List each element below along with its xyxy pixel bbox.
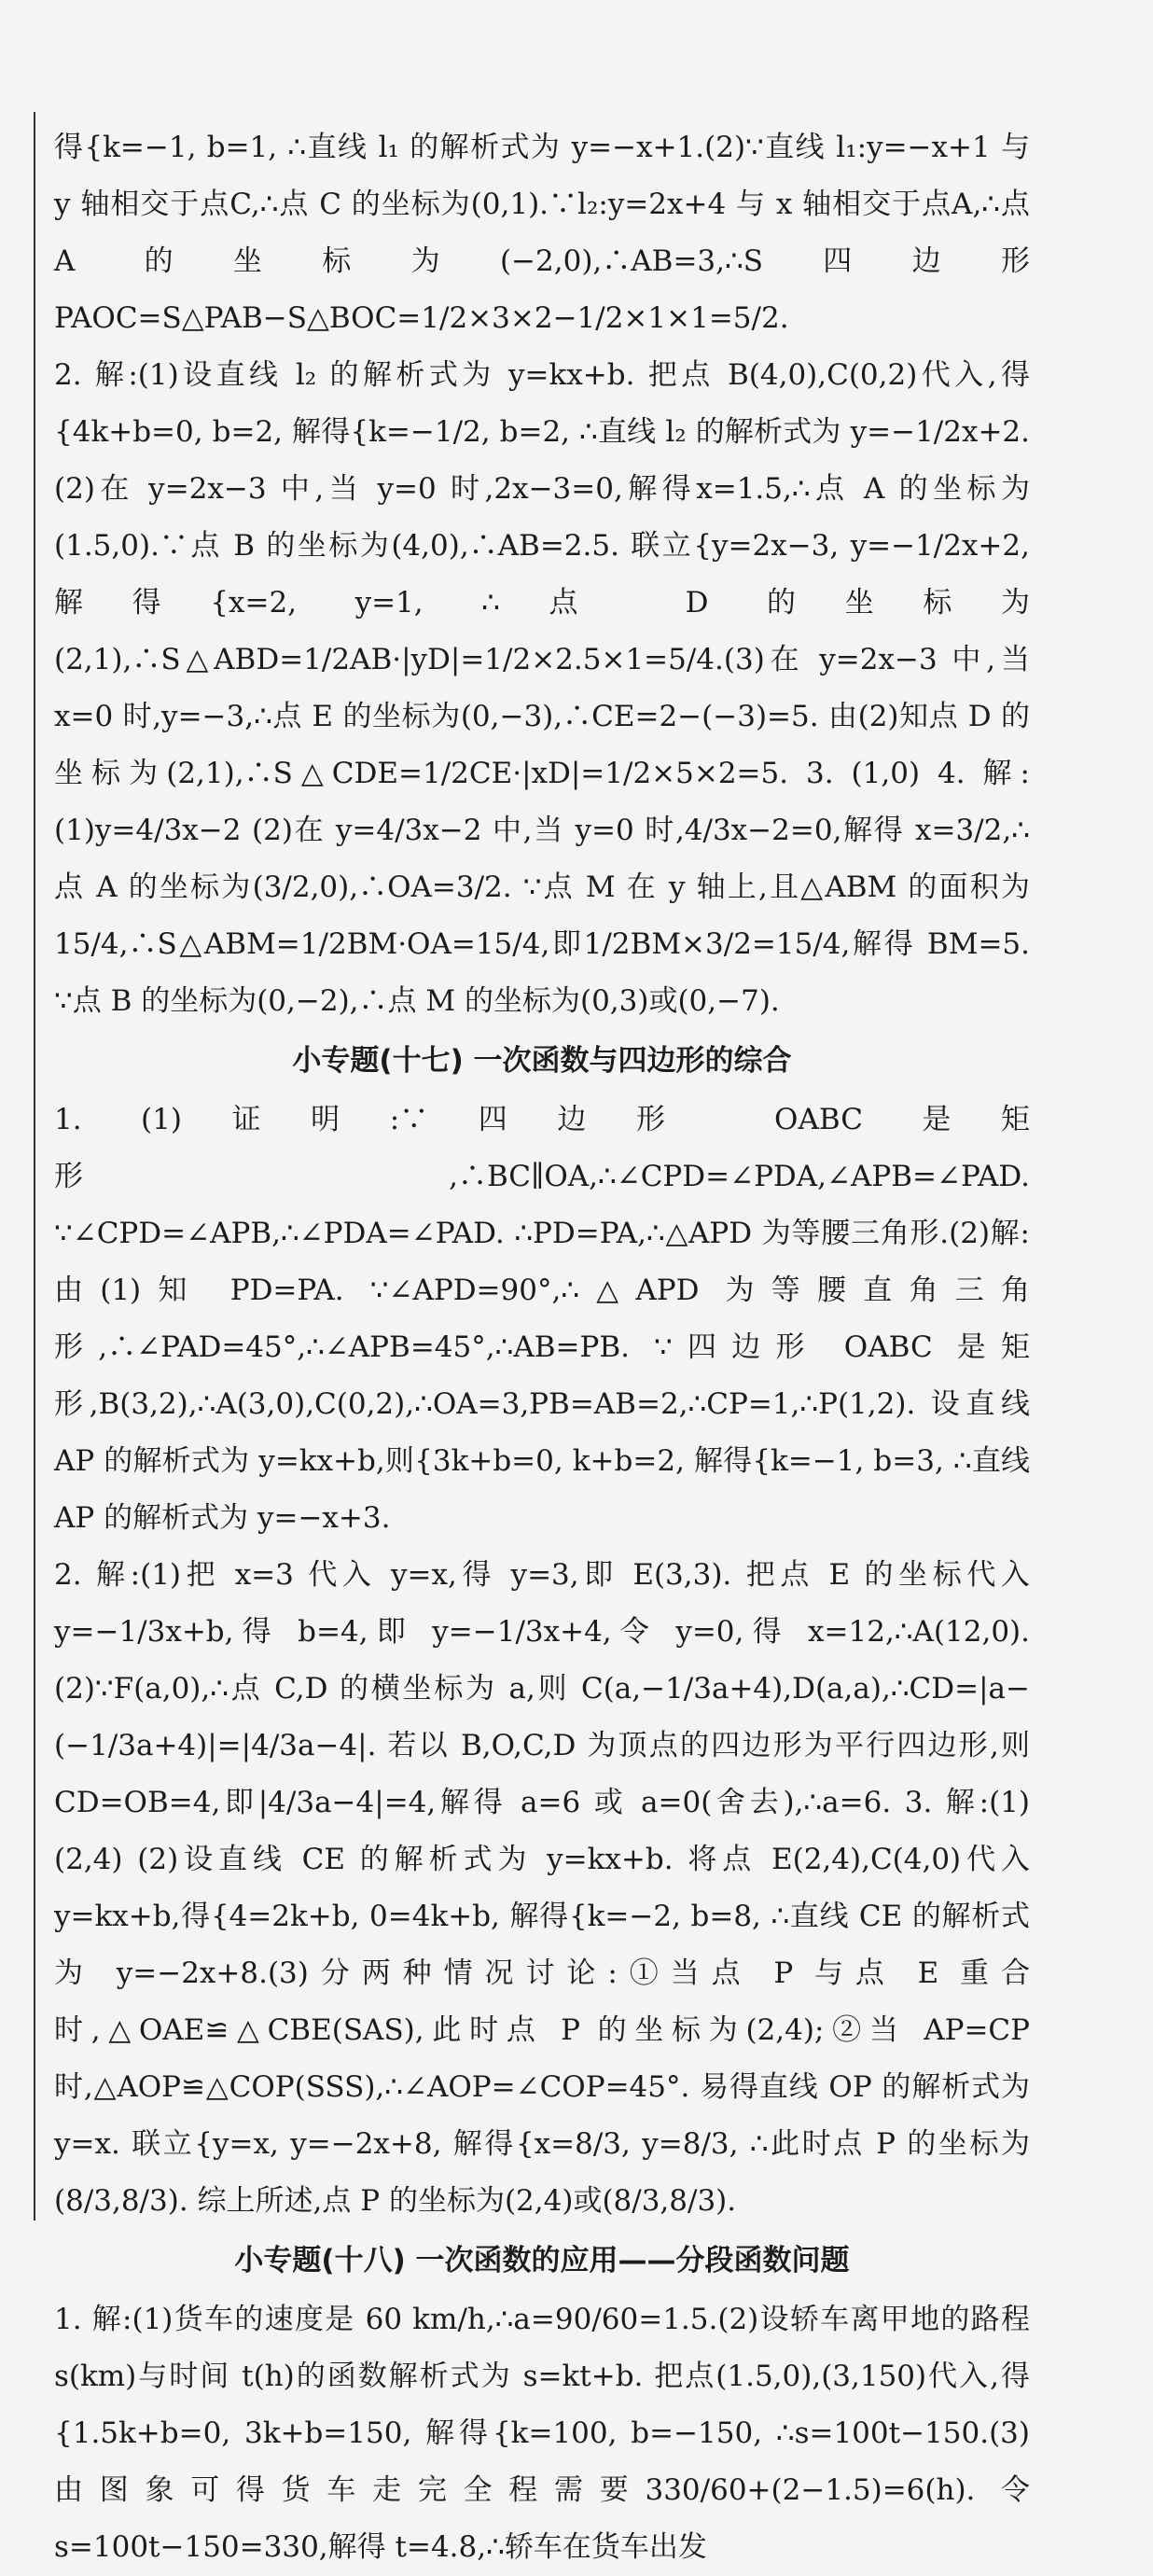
answer-paragraph: 2. 解:(1)把 x=3 代入 y=x,得 y=3,即 E(3,3). 把点 E 的坐标代入 y=−1/3x+b,得 b=4,即 y=−1/3x+4,令 y=0,得 x=12,∴A(12,0).(2)∵F(a,0),∴点 C,D 的横坐标为 a,则 C(a,−1/3a+4),D(a,a),∴CD=|a−(−1/3a+4)|=|4/3a−4|. 若以 B,O,C,D 为顶点的四边形为平行四边形,则 CD=OB=4,即|4/3a−4|=4,解得 a=6 或 a=0(舍去),∴a=6. 3. 解:(1)(2,4) (2)设直线 CE 的解析式为 y=kx+b. 将点 E(2,4),C(4,0)代入y=kx+b,得{4=2k+b, 0=4k+b, 解得{k=−2, b=8, ∴直线 CE 的解析式为 y=−2x+8.(3)分两种情况讨论:①当点 P 与点 E 重合时,△OAE≌△CBE(SAS),此时点 P 的坐标为(2,4);②当 AP=CP 时,△AOP≌△COP(SSS),∴∠AOP=∠COP=45°. 易得直线 OP 的解析式为 y=x. 联立{y=x, y=−2x+8, 解得{x=8/3, y=8/3, ∴此时点 P 的坐标为(8/3,8/3). 综上所述,点 P 的坐标为(2,4)或(8/3,8/3). [54, 1558, 1030, 2218]
answer-paragraph: 得{k=−1, b=1, ∴直线 l₁ 的解析式为 y=−x+1.(2)∵直线 l₁:y=−x+1 与 y 轴相交于点C,∴点 C 的坐标为(0,1).∵l₂:y=2x+4 与 x 轴相交于点A,∴点 A 的坐标为(−2,0),∴AB=3,∴S四边形PAOC=S△PAB−S△BOC=1/2×3×2−1/2×1×1=5/2. [54, 131, 1030, 335]
section-continued [54, 119, 1030, 1030]
answer-paragraph: 1. (1)证明:∵四边形 OABC 是矩形,∴BC∥OA,∴∠CPD=∠PDA,∠APB=∠PAD. ∵∠CPD=∠APB,∴∠PDA=∠PAD. ∴PD=PA,∴△APD 为等腰三角形.(2)解:由(1)知 PD=PA. ∵∠APD=90°,∴△APD 为等腰直角三角形,∴∠PAD=45°,∴∠APB=45°,∴AB=PB. ∵四边形 OABC 是矩形,B(3,2),∴A(3,0),C(0,2),∴OA=3,PB=AB=2,∴CP=1,∴P(1,2). 设直线 AP 的解析式为 y=kx+b,则{3k+b=0, k+b=2, 解得{k=−1, b=3, ∴直线 AP 的解析式为 y=−x+3. [54, 1103, 1030, 1535]
section-title: 小专题(十八) 一次函数的应用——分段函数问题 [234, 2244, 850, 2277]
section-17 [54, 1030, 1030, 2230]
section-title: 小专题(十七) 一次函数与四边形的综合 [292, 1044, 792, 1078]
answer-content [54, 119, 1030, 2576]
answer-paragraph: 1. 解:(1)货车的速度是 60 km/h,∴a=90/60=1.5.(2)设轿车离甲地的路程s(km)与时间 t(h)的函数解析式为 s=kt+b. 把点(1.5,0),(3,150)代入,得{1.5k+b=0, 3k+b=150, 解得{k=100, b=−150, ∴s=100t−150.(3)由图象可得货车走完全程需要330/60+(2−1.5)=6(h). 令 s=100t−150=330,解得 t=4.8,∴轿车在货车出发 [54, 2303, 1030, 2564]
answer-paragraph: 2. 解:(1)设直线 l₂ 的解析式为 y=kx+b. 把点 B(4,0),C(0,2)代入,得{4k+b=0, b=2, 解得{k=−1/2, b=2, ∴直线 l₂ 的解析式为 y=−1/2x+2.(2)在 y=2x−3 中,当 y=0 时,2x−3=0,解得x=1.5,∴点 A 的坐标为(1.5,0).∵点 B 的坐标为(4,0),∴AB=2.5. 联立{y=2x−3, y=−1/2x+2, 解得{x=2, y=1, ∴点 D 的坐标为(2,1),∴S△ABD=1/2AB·|yD|=1/2×2.5×1=5/4.(3)在 y=2x−3 中,当 x=0 时,y=−3,∴点 E 的坐标为(0,−3),∴CE=2−(−3)=5. 由(2)知点 D 的坐标为(2,1),∴S△CDE=1/2CE·|xD|=1/2×5×2=5. 3. (1,0) 4. 解:(1)y=4/3x−2 (2)在 y=4/3x−2 中,当 y=0 时,4/3x−2=0,解得 x=3/2,∴点 A 的坐标为(3/2,0),∴OA=3/2. ∵点 M 在 y 轴上,且△ABM 的面积为15/4,∴S△ABM=1/2BM·OA=15/4,即1/2BM×3/2=15/4,解得 BM=5. ∵点 B 的坐标为(0,−2),∴点 M 的坐标为(0,3)或(0,−7). [54, 358, 1030, 1018]
margin-rule [34, 112, 35, 2221]
section-18 [54, 2230, 1030, 2576]
